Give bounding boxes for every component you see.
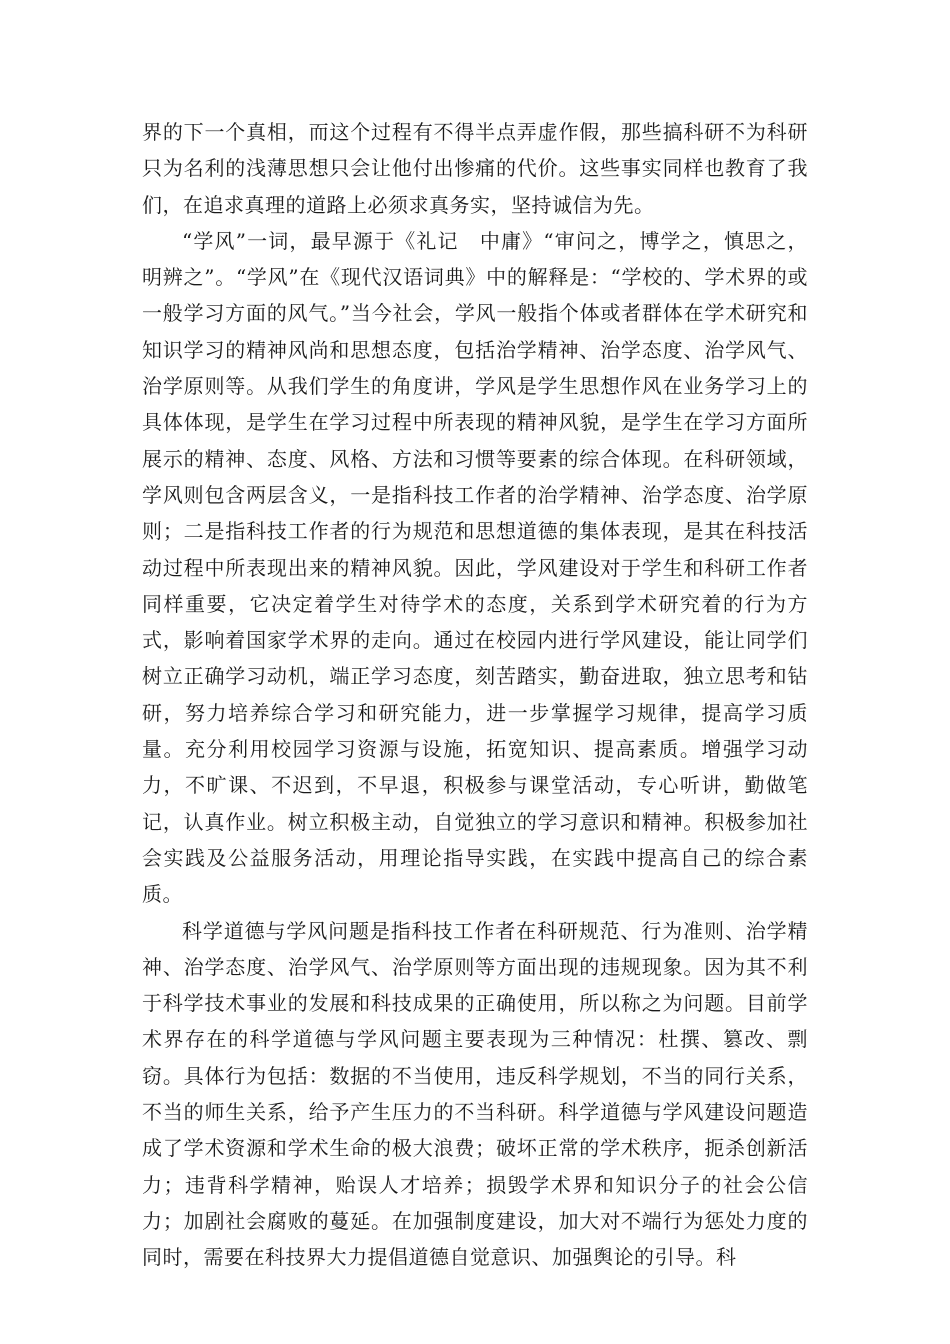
paragraph-1: 界的下一个真相，而这个过程有不得半点弄虚作假，那些搞科研不为科研只为名利的浅薄思想只会让他付出惨痛的代价。这些事实同样也教育了我们，在追求真理的道路上必须求真务实，坚持诚信为先。: [142, 120, 808, 217]
paragraph-2: “学风”一词，最早源于《礼记 中庸》“审问之，博学之，慎思之，明辨之”。“学风”在《现代汉语词典》中的解释是：“学校的、学术界的或一般学习方面的风气。”当今社会，学风一般指个体或者群体在学术研究和知识学习的精神风尚和思想态度，包括治学精神、治学态度、治学风气、治学原则等。从我们学生的角度讲，学风是学生思想作风在业务学习上的具体体现，是学生在学习过程中所表现的精神风貌，是学生在学习方面所展示的精神、态度、风格、方法和习惯等要素的综合体现。在科研领域，学风则包含两层含义，一是指科技工作者的治学精神、治学态度、治学原则；二是指科技工作者的行为规范和思想道德的集体表现，是其在科技活动过程中所表现出来的精神风貌。因此，学风建设对于学生和科研工作者同样重要，它决定着学生对待学术的态度，关系到学术研究着的行为方式，影响着国家学术界的走向。通过在校园内进行学风建设，能让同学们树立正确学习动机，端正学习态度，刻苦踏实，勤奋进取，独立思考和钻研，努力培养综合学习和研究能力，进一步掌握学习规律，提高学习质量。充分利用校园学习资源与设施，拓宽知识、提高素质。增强学习动力，不旷课、不迟到，不早退，积极参与课堂活动，专心听讲，勤做笔记，认真作业。树立积极主动，自觉独立的学习意识和精神。积极参加社会实践及公益服务活动，用理论指导实践，在实践中提高自己的综合素质。: [142, 228, 808, 907]
body-text: [142, 114, 808, 1276]
paragraph-3: 科学道德与学风问题是指科技工作者在科研规范、行为准则、治学精神、治学态度、治学风气、治学原则等方面出现的违规现象。因为其不利于科学技术事业的发展和科技成果的正确使用，所以称之为问题。目前学术界存在的科学道德与学风问题主要表现为三种情况：杜撰、篡改、剽窃。具体行为包括：数据的不当使用，违反科学规划，不当的同行关系，不当的师生关系，给予产生压力的不当科研。科学道德与学风建设问题造成了学术资源和学术生命的极大浪费；破坏正常的学术秩序，扼杀创新活力；违背科学精神，贻误人才培养；损毁学术界和知识分子的社会公信力；加剧社会腐败的蔓延。在加强制度建设，加大对不端行为惩处力度的同时，需要在科技界大力提倡道德自觉意识、加强舆论的引导。科: [142, 918, 808, 1270]
